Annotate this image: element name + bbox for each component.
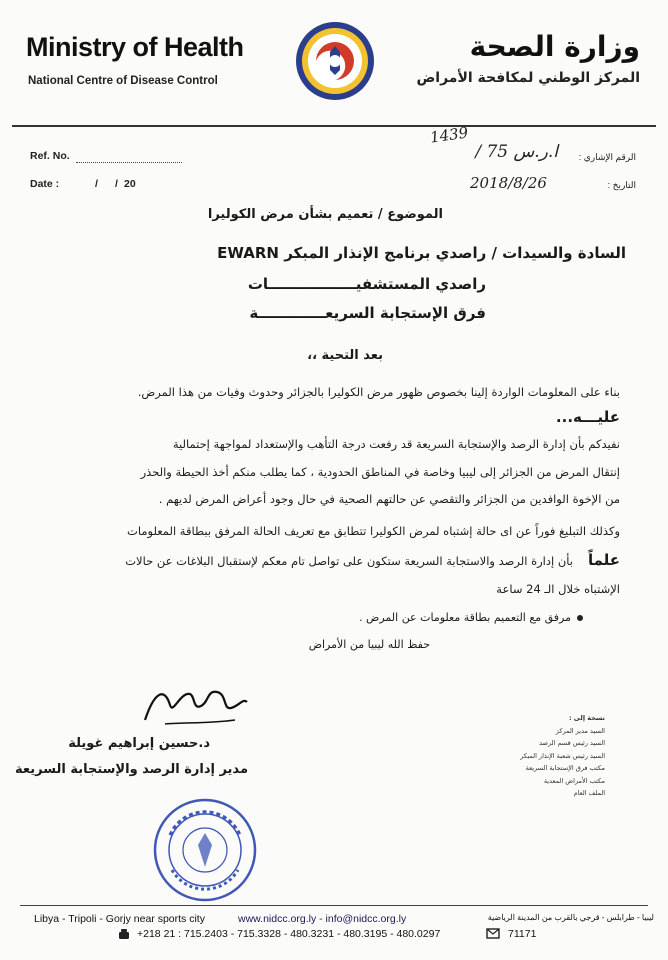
footer-phone: +218 21 : 715.2403 - 715.3328 - 480.3231 - 480.3195 - 480.0297 <box>137 928 441 940</box>
alayhi-label: عليـــه... <box>555 408 620 426</box>
ministry-title-en: Ministry of Health <box>26 32 244 62</box>
ministry-logo-icon <box>294 20 376 102</box>
footer-web-email: www.nidcc.org.ly - info@nidcc.org.ly <box>238 913 407 925</box>
mailbox-icon <box>486 928 500 939</box>
footer-address-en: Libya - Tripoli - Gorjy near sports city <box>34 913 205 925</box>
header-divider <box>12 125 656 127</box>
ministry-title-ar: وزارة الصحة <box>469 30 640 63</box>
paragraph-2-line-2: إنتقال المرض من الجزائر إلى ليبيا وخاصة في المناطق الحدودية ، كما يطلب منكم أخذ الحيطة والحذر <box>140 465 620 479</box>
distribution-heading: نسخة إلى : <box>568 714 605 722</box>
attachment-bullet <box>359 611 583 624</box>
ref-label: Ref. No. <box>30 150 70 162</box>
official-stamp-icon <box>150 795 260 905</box>
footer-divider <box>20 905 648 906</box>
ar-ref-value: ا.ر.س 75 / <box>475 142 558 162</box>
paragraph-4-line-2: الإشتباه خلال الـ 24 ساعة <box>496 582 620 596</box>
greeting: بعد التحية ،، <box>307 348 383 363</box>
distribution-item: السيد مدير المركز <box>555 726 605 735</box>
distribution-item: مكتب فرق الإستجابة السريعة <box>525 764 605 772</box>
paragraph-4-line-1: بأن إدارة الرصد والاستجابة السريعة ستكون على تواصل تام معكم لإستقبال البلاغات عن حالات <box>125 554 573 568</box>
recipient-3: فرق الإستجابة السريعـــــــــــــة <box>249 304 486 322</box>
alman-label: علماً <box>587 551 620 569</box>
distribution-item: السيد رئيس شعبة الإنذار المبكر <box>520 751 605 760</box>
recipient-1: السادة والسيدات / راصدي برنامج الإنذار المبكر EWARN <box>217 244 626 262</box>
bullet-icon <box>577 615 583 621</box>
attachment-text: مرفق مع التعميم بطاقة معلومات عن المرض . <box>359 611 571 624</box>
paragraph-2-line-3: من الإخوة الوافدين من الجزائر والتقصي عن حالتهم الصحية في حال وجود أعراض المرض لديهم . <box>158 492 620 506</box>
ref-line <box>76 161 182 163</box>
closing-line: حفظ الله ليبيا من الأمراض <box>308 638 430 651</box>
ar-date-value: 2018/8/26 <box>470 174 547 192</box>
paragraph-1: بناء على المعلومات الواردة إلينا بخصوص ظهور مرض الكوليرا بالجزائر وحدوث وفيات من هذا المرض. <box>137 385 620 399</box>
signatory-name: د.حسين إبراهيم غويلة <box>68 736 210 751</box>
footer-pobox: 71171 <box>508 928 537 940</box>
date-label: Date : <box>30 178 60 190</box>
recipient-2: راصدي المستشفيـــــــــــــــــات <box>247 275 486 293</box>
signatory-title: مدير إدارة الرصد والإستجابة السريعة <box>15 762 248 777</box>
date-sep-2: / <box>115 178 118 190</box>
ar-ref-label: الرقم الإشاري : <box>578 152 636 162</box>
centre-subtitle-ar: المركز الوطني لمكافحة الأمراض <box>416 70 640 86</box>
centre-subtitle-en: National Centre of Disease Control <box>28 75 218 87</box>
date-year: 20 <box>124 178 136 190</box>
ar-ref-number: 1439 <box>428 123 470 147</box>
distribution-list <box>480 712 605 800</box>
subject-line: الموضوع / تعميم بشأن مرض الكوليرا <box>207 207 443 222</box>
distribution-item: الملف العام <box>573 789 605 797</box>
handwritten-signature-icon <box>135 680 255 732</box>
paragraph-2-line-1: نفيدكم بأن إدارة الرصد والإستجابة السريعة قد رفعت درجة التأهب والإستعداد لمواجهة إحتمالية <box>172 437 620 451</box>
distribution-item: السيد رئيس قسم الرصد <box>539 739 605 747</box>
distribution-item: مكتب الأمراض المعدية <box>543 776 605 785</box>
footer-address-ar: ليبيا - طرابلس - قرجي بالقرب من المدينة الرياضية <box>487 913 654 922</box>
date-sep-1: / <box>95 178 98 190</box>
phone-icon <box>118 928 130 940</box>
ar-date-label: التاريخ : <box>607 180 636 190</box>
paragraph-3: وكذلك التبليغ فوراً عن اى حالة إشتباه لمرض الكوليرا تتطابق مع تعريف الحالة المرفق ببطاقة المعلومات <box>127 524 620 538</box>
